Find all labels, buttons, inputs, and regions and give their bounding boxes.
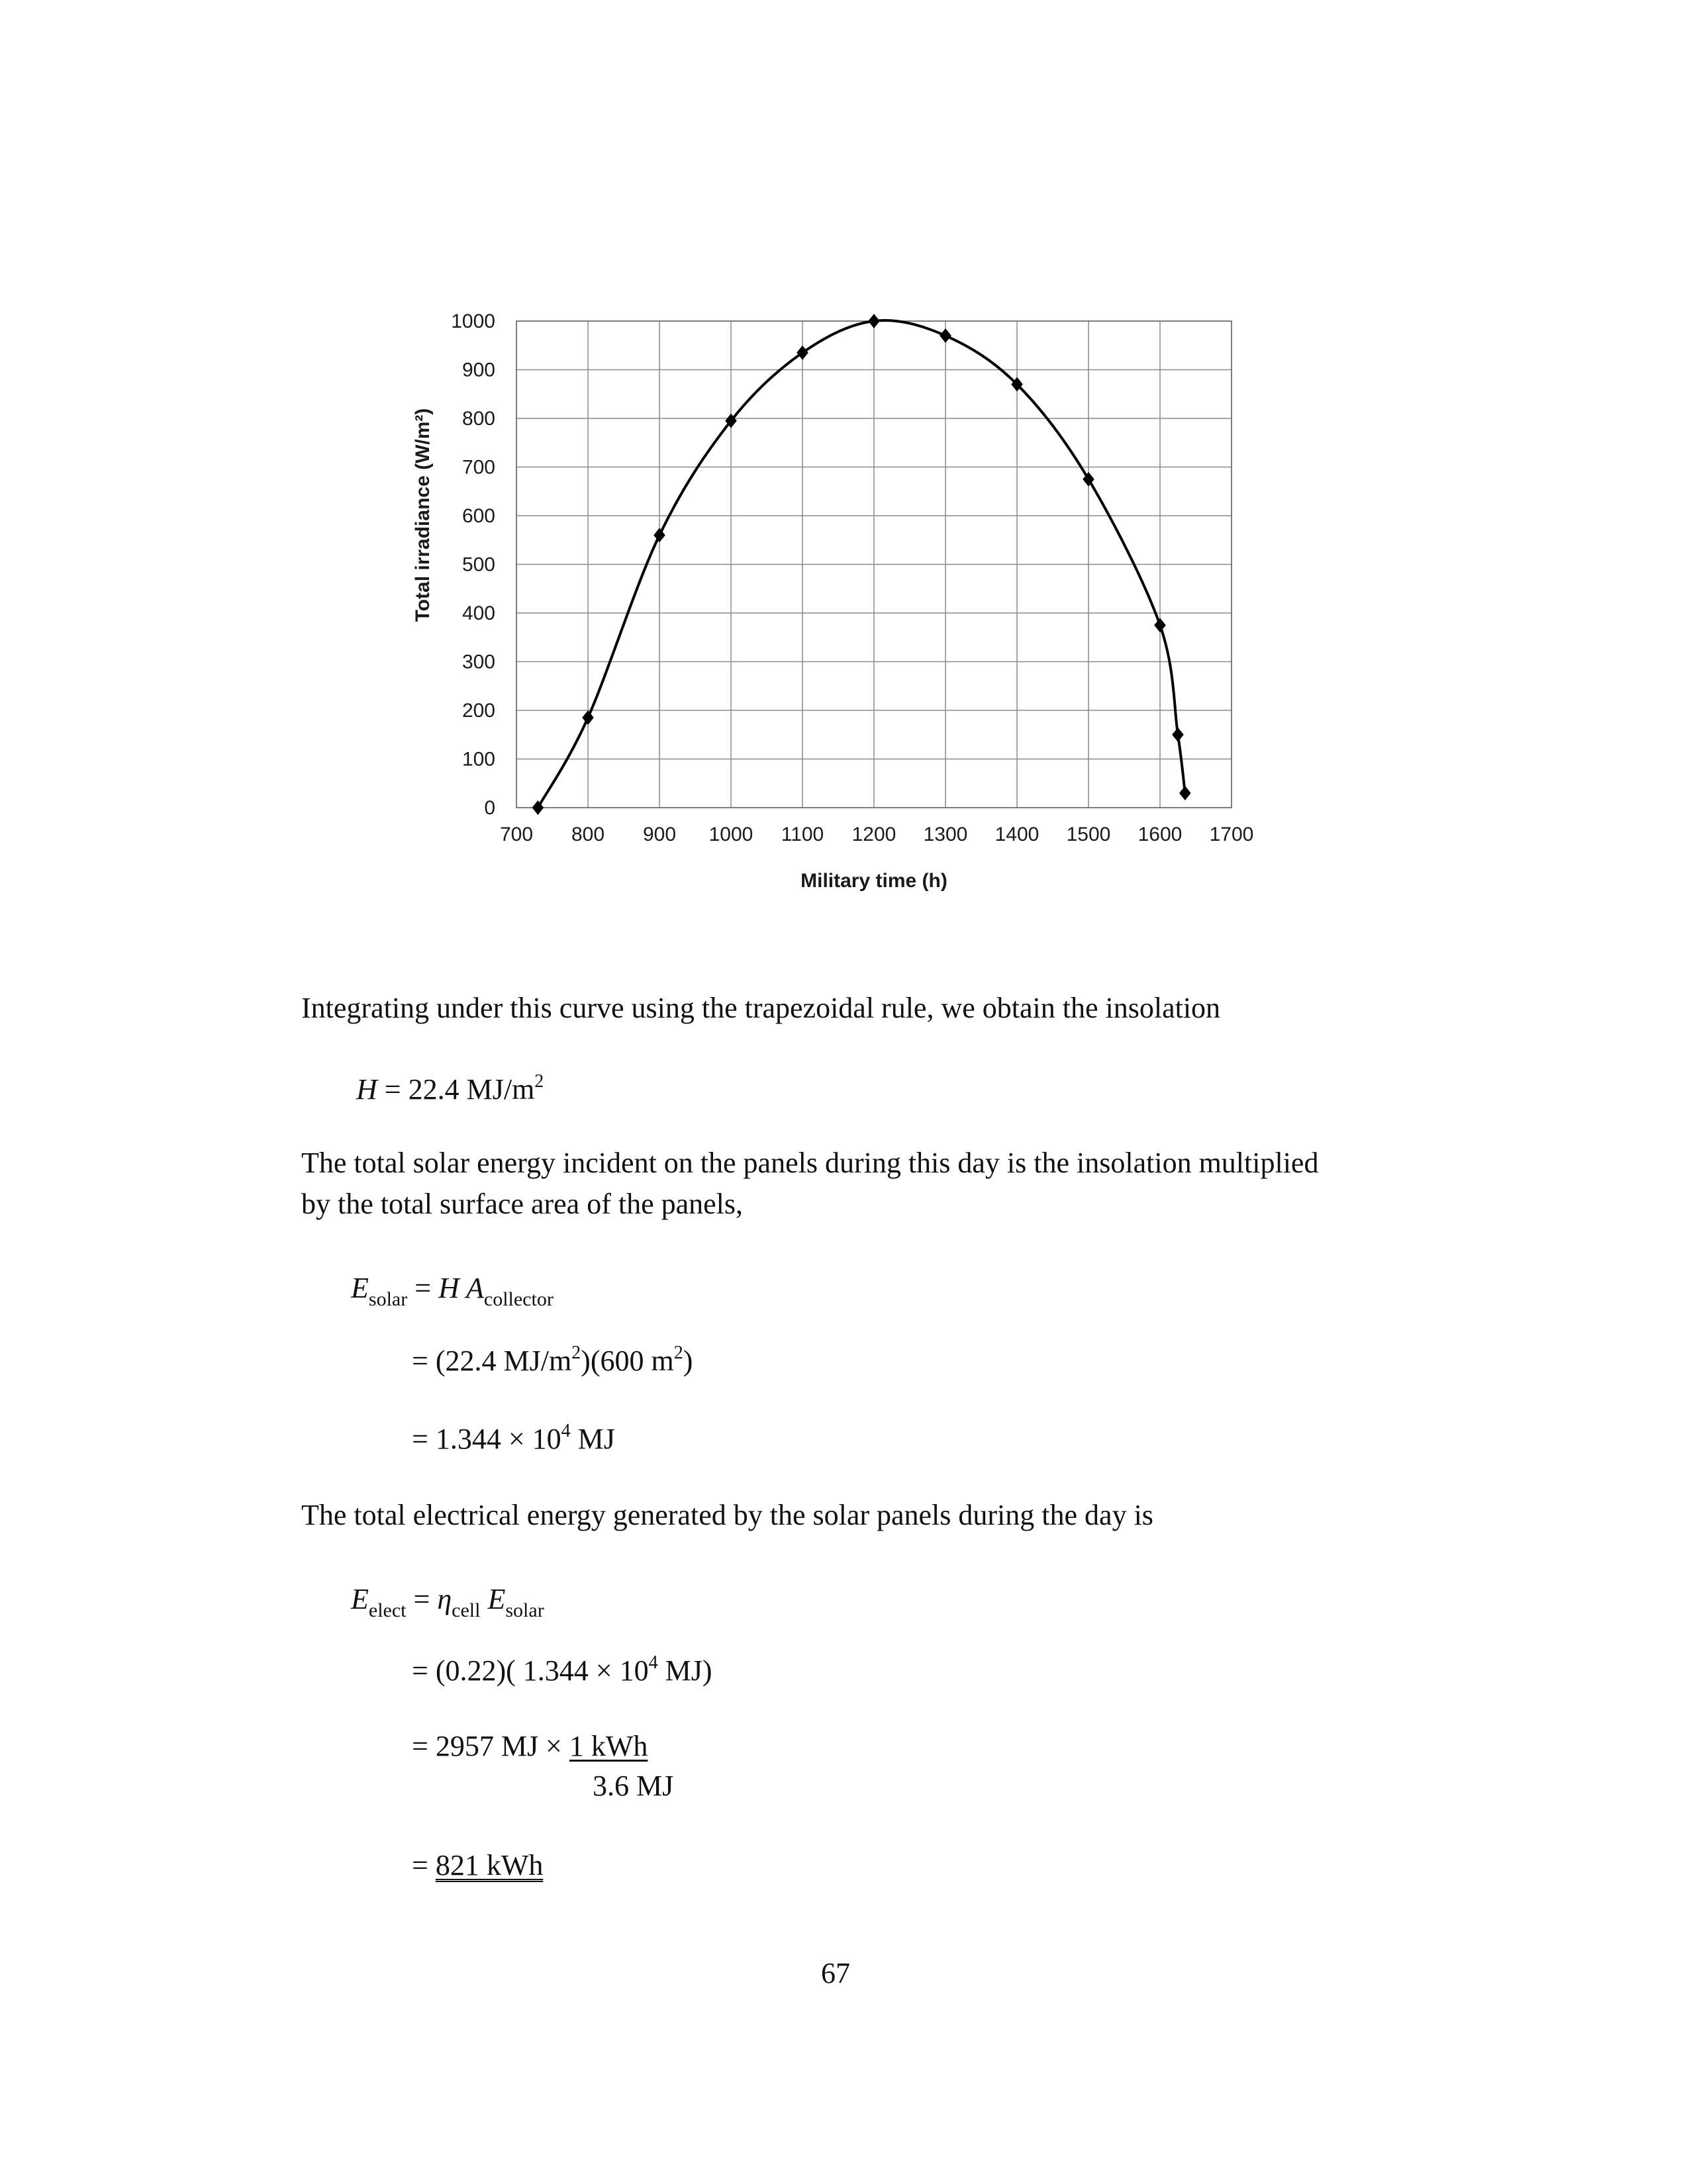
x-tick-label: 800 — [571, 824, 605, 845]
h-symbol: H — [356, 1073, 377, 1106]
esolar-collector-subscript: collector — [483, 1288, 554, 1310]
eta-subscript: cell — [452, 1599, 481, 1621]
grid-layer — [516, 321, 1232, 808]
y-tick-label: 800 — [461, 408, 495, 430]
insolation-equation — [356, 1072, 544, 1111]
data-point-marker — [654, 528, 665, 542]
x-axis-title: Military time (h) — [800, 870, 947, 892]
final-result: 821 kWh — [435, 1849, 544, 1881]
y-axis-title: Total irradiance (W/m²) — [412, 408, 434, 622]
x-tick-label: 1300 — [923, 824, 968, 845]
eelect-equation-line-1 — [351, 1582, 544, 1620]
eelect-equation-line-3 — [412, 1729, 648, 1764]
x-tick-label: 1100 — [781, 824, 824, 845]
eelect-line2-a: = (0.22)( 1.344 × 10 — [412, 1654, 649, 1687]
esolar-line2-sup2: 2 — [673, 1343, 683, 1363]
x-tick-labels — [500, 824, 1253, 845]
eelect-symbol: E — [351, 1583, 369, 1615]
total-energy-line-2: by the total surface area of the panels, — [301, 1188, 744, 1220]
data-point-marker — [797, 346, 808, 360]
data-point-marker — [1179, 786, 1191, 800]
esolar-line2-sup1: 2 — [571, 1343, 581, 1363]
data-point-marker — [940, 328, 951, 343]
x-tick-label: 1700 — [1209, 824, 1254, 845]
eelect-line3-a: = 2957 MJ × — [412, 1730, 569, 1762]
x-tick-label: 900 — [642, 824, 677, 845]
data-point-marker — [582, 710, 594, 725]
conversion-denominator: 3.6 MJ — [593, 1770, 674, 1802]
chart-svg — [391, 291, 1278, 914]
conversion-numerator: 1 kWh — [569, 1730, 648, 1762]
eelect-esolar-symbol: E — [480, 1583, 506, 1615]
x-tick-label: 1600 — [1138, 824, 1183, 845]
x-tick-label: 1000 — [708, 824, 753, 845]
esolar-subscript: solar — [368, 1288, 408, 1310]
esolar-ha: H A — [438, 1272, 484, 1304]
y-tick-label: 400 — [461, 602, 495, 624]
esolar-line2-a: = (22.4 MJ/m — [412, 1345, 572, 1377]
y-tick-label: 200 — [461, 700, 495, 722]
eta-symbol: η — [437, 1583, 452, 1615]
esolar-equals: = — [407, 1272, 439, 1304]
x-tick-label: 700 — [499, 824, 534, 845]
esolar-line3-a: = 1.344 × 10 — [412, 1423, 561, 1455]
eelect-subscript: elect — [368, 1599, 407, 1621]
y-tick-label: 0 — [484, 797, 495, 819]
result-equals: = — [412, 1849, 436, 1881]
y-tick-labels — [451, 310, 495, 819]
data-point-marker — [868, 314, 880, 328]
y-tick-label: 900 — [461, 359, 495, 381]
y-tick-label: 600 — [461, 505, 495, 527]
y-tick-label: 100 — [461, 748, 495, 771]
y-tick-label: 700 — [461, 456, 495, 479]
x-tick-label: 1500 — [1066, 824, 1111, 845]
irradiance-chart — [391, 291, 1278, 914]
total-energy-line-1: The total solar energy incident on the panels during this day is the insolation multiplied — [301, 1147, 1319, 1179]
esolar-equation-line-3 — [412, 1422, 615, 1460]
esolar-equation-line-2 — [412, 1344, 693, 1382]
eelect-equals: = — [406, 1583, 438, 1615]
electrical-energy-intro: The total electrical energy generated by the solar panels during the day is — [301, 1499, 1153, 1531]
esolar-symbol: E — [351, 1272, 369, 1304]
esolar-line3-b: MJ — [570, 1423, 615, 1455]
eelect-esolar-subscript: solar — [505, 1599, 544, 1621]
y-tick-label: 1000 — [451, 310, 495, 332]
esolar-equation-line-1 — [351, 1271, 554, 1309]
eelect-equation-line-2 — [412, 1654, 712, 1692]
y-tick-label: 500 — [461, 553, 495, 576]
integrating-paragraph: Integrating under this curve using the trapezoidal rule, we obtain the insolation — [301, 992, 1221, 1024]
eelect-line2-b: MJ) — [657, 1654, 712, 1687]
esolar-line2-b: )(600 m — [581, 1345, 674, 1377]
eelect-line2-sup: 4 — [648, 1652, 658, 1673]
esolar-line3-sup: 4 — [561, 1421, 571, 1441]
data-point-marker — [1172, 728, 1184, 742]
y-tick-label: 300 — [461, 651, 495, 673]
x-tick-label: 1200 — [851, 824, 896, 845]
h-value: = 22.4 MJ/m — [377, 1073, 535, 1106]
h-exponent: 2 — [534, 1071, 544, 1092]
data-point-marker — [1154, 618, 1166, 632]
result-line — [412, 1848, 543, 1883]
page-number: 67 — [821, 1957, 850, 1989]
esolar-line2-c: ) — [683, 1345, 693, 1377]
x-tick-label: 1400 — [994, 824, 1040, 845]
